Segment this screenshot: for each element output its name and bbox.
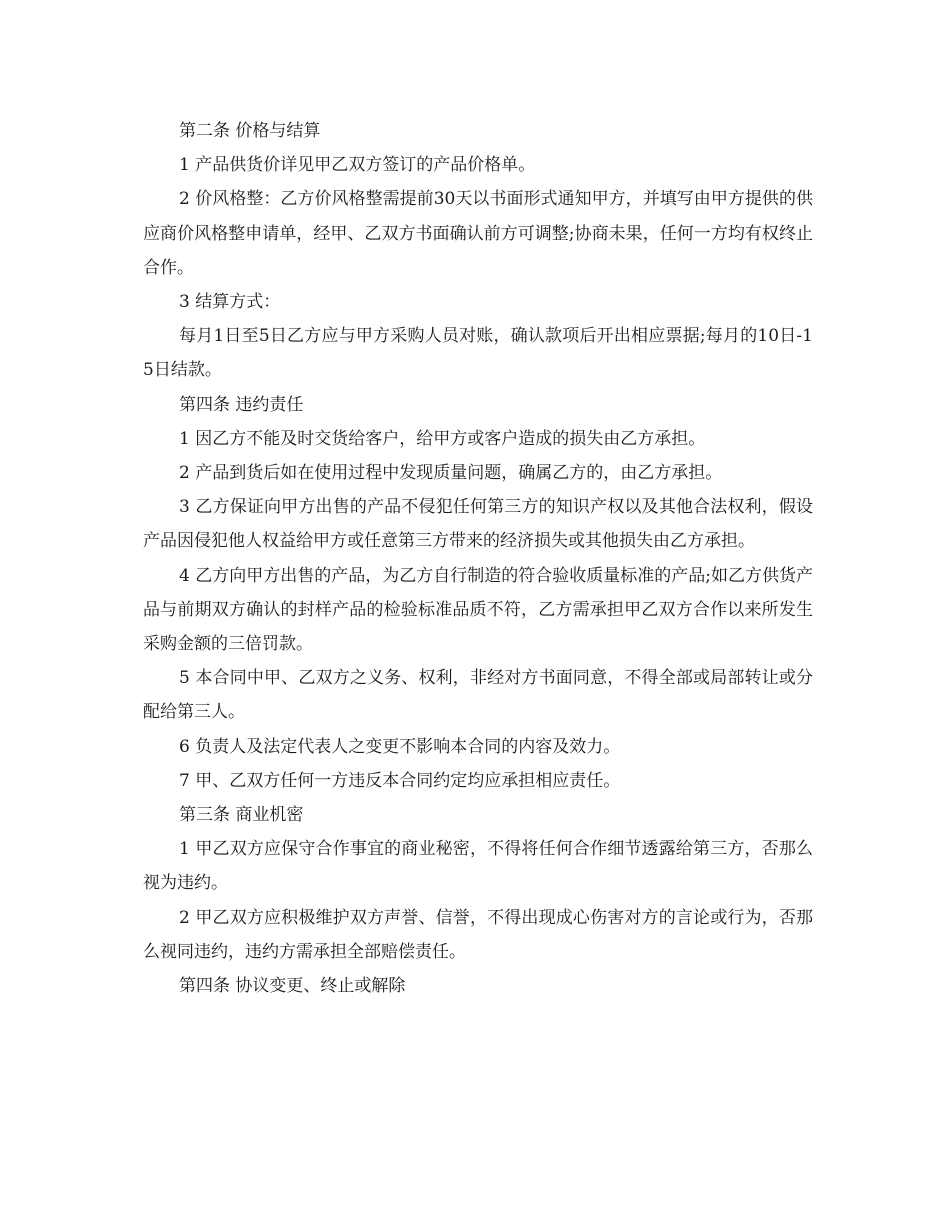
section-heading-confidentiality: 第三条 商业机密 (179, 805, 304, 826)
paragraph: 每月1日至5日乙方应与甲方采购人员对账，确认款项后开出相应票据;每月的10日-15日结款。 (143, 326, 813, 381)
paragraph: 1 甲乙双方应保守合作事宜的商业秘密，不得将任何合作细节透露给第三方，否那么视为违约。 (143, 839, 813, 894)
paragraph: 4 乙方向甲方出售的产品，为乙方自行制造的符合验收质量标准的产品;如乙方供货产品与前期双方确认的封样产品的检验标准品质不符，乙方需承担甲乙双方合作以来所发生采购金额的三倍罚款。 (143, 565, 813, 655)
paragraph: 3 乙方保证向甲方出售的产品不侵犯任何第三方的知识产权以及其他合法权利，假设产品因侵犯他人权益给甲方或任意第三方带来的经济损失或其他损失由乙方承担。 (143, 497, 813, 552)
paragraph: 1 因乙方不能及时交货给客户，给甲方或客户造成的损失由乙方承担。 (179, 428, 706, 449)
section-heading-termination: 第四条 协议变更、终止或解除 (179, 976, 406, 997)
paragraph: 7 甲、乙双方任何一方违反本合同约定均应承担相应责任。 (179, 770, 621, 791)
paragraph: 3 结算方式： (179, 292, 281, 313)
paragraph: 1 产品供货价详见甲乙双方签订的产品价格单。 (179, 155, 536, 176)
paragraph: 2 产品到货后如在使用过程中发现质量问题，确属乙方的，由乙方承担。 (179, 463, 723, 484)
paragraph: 6 负责人及法定代表人之变更不影响本合同的内容及效力。 (179, 736, 621, 757)
section-heading-price: 第二条 价格与结算 (179, 121, 321, 141)
paragraph: 5 本合同中甲、乙双方之义务、权利，非经对方书面同意，不得全部或局部转让或分配给第三人。 (143, 668, 813, 723)
paragraph: 2 价风格整：乙方价风格整需提前30天以书面形式通知甲方，并填写由甲方提供的供应商价风格整申请单，经甲、乙双方书面确认前方可调整;协商未果，任何一方均有权终止合作。 (143, 189, 813, 278)
paragraph: 2 甲乙双方应积极维护双方声誉、信誉，不得出现成心伤害对方的言论或行为，否那么视同违约，违约方需承担全部赔偿责任。 (143, 907, 813, 962)
contract-body (143, 114, 813, 1003)
section-heading-liability: 第四条 违约责任 (179, 394, 304, 415)
